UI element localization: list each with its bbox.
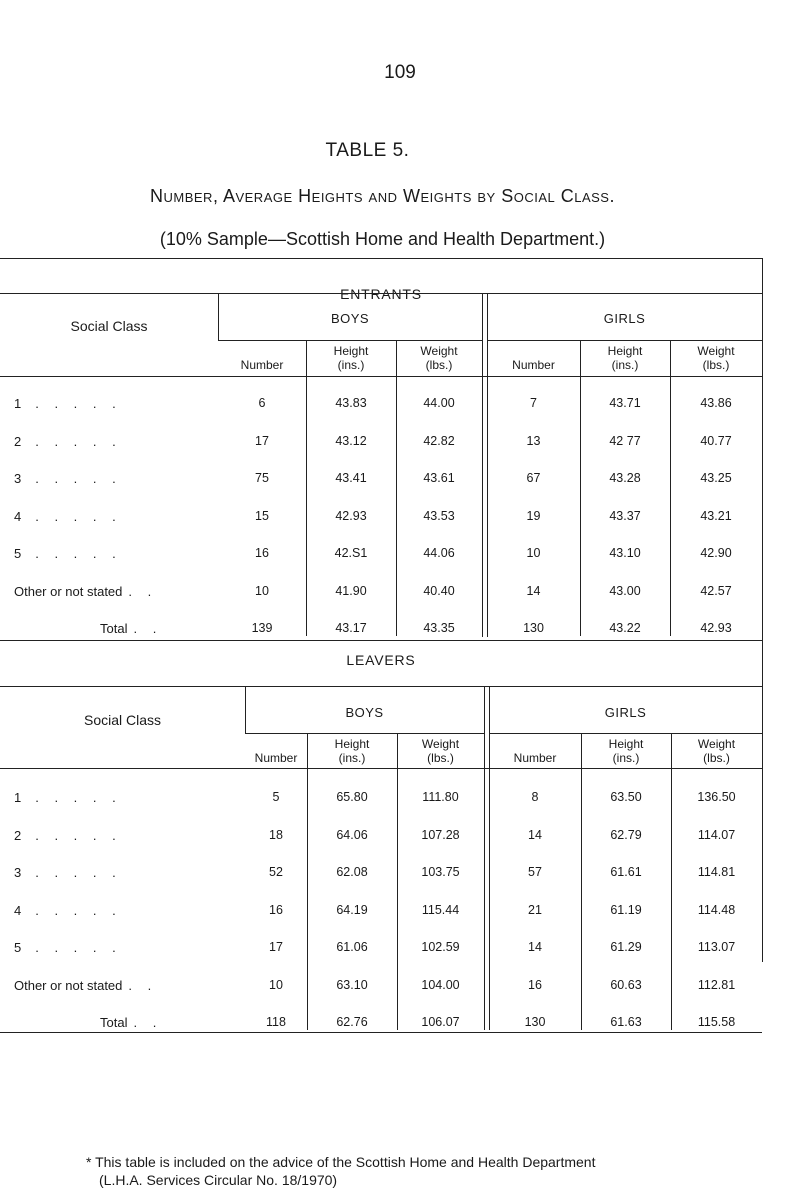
row-label: 1 . . . . . (14, 790, 122, 805)
cell-girls-weight: 136.50 (697, 790, 736, 804)
cell-girls-weight: 114.48 (697, 902, 736, 917)
cell-boys-height: 43.12 (335, 433, 367, 448)
cell-boys-number: 52 (269, 865, 283, 879)
row-label: 5 . . . . . (14, 546, 122, 561)
cell-girls-height: 61.19 (610, 902, 642, 917)
cell-girls-height: 43.22 (609, 621, 641, 635)
cell-girls-number: 10 (526, 546, 541, 560)
cell-boys-number: 6 (258, 396, 266, 410)
height-header: Height (ins.) (607, 344, 643, 372)
cell-boys-height: 41.90 (335, 583, 367, 598)
cell-girls-weight: 42.57 (700, 583, 732, 598)
table-title: TABLE 5. (325, 140, 410, 161)
row-label: Other or not stated . . (14, 583, 158, 599)
number-header: Number (513, 751, 557, 765)
row-label: 4 . . . . . (14, 902, 122, 918)
number-header: Number (240, 358, 284, 372)
table-row (0, 978, 800, 1000)
cell-girls-weight: 114.07 (697, 827, 736, 842)
cell-girls-number: 7 (530, 396, 537, 410)
cell-boys-height: 42.S1 (334, 546, 368, 560)
cell-boys-weight: 106.07 (421, 1015, 460, 1029)
cell-girls-number: 16 (528, 977, 542, 992)
row-label: Total . . (100, 621, 163, 636)
cell-girls-height: 43.28 (609, 471, 641, 485)
cell-boys-number: 18 (269, 827, 283, 842)
cell-boys-height: 62.76 (336, 1015, 368, 1029)
cell-girls-height: 62.79 (610, 827, 642, 842)
cell-boys-weight: 107.28 (421, 827, 460, 842)
cell-boys-height: 61.06 (336, 940, 368, 954)
cell-girls-number: 130 (523, 621, 544, 635)
cell-boys-number: 17 (255, 433, 269, 448)
entrants-title: ENTRANTS (340, 286, 422, 302)
rule (489, 733, 762, 734)
cell-boys-weight: 104.00 (421, 977, 460, 992)
cell-girls-number: 130 (524, 1015, 546, 1029)
weight-header: Weight (lbs.) (697, 737, 736, 765)
cell-girls-weight: 42.90 (700, 546, 732, 560)
cell-boys-weight: 40.40 (423, 583, 455, 598)
row-label: 3 . . . . . (14, 865, 122, 880)
table-row (0, 865, 800, 887)
number-header: Number (512, 358, 555, 372)
cell-boys-height: 65.80 (336, 790, 368, 804)
cell-girls-number: 21 (528, 902, 542, 917)
cell-girls-number: 13 (526, 433, 541, 448)
rule (245, 733, 484, 734)
table-row (0, 903, 800, 925)
footnote-line-2: (L.H.A. Services Circular No. 18/1970) (99, 1172, 338, 1188)
cell-boys-weight: 111.80 (422, 790, 459, 804)
cell-girls-height: 61.63 (610, 1015, 642, 1029)
cell-boys-height: 63.10 (336, 977, 368, 992)
cell-boys-weight: 43.35 (423, 621, 455, 635)
cell-girls-number: 14 (528, 940, 542, 954)
cell-girls-number: 14 (528, 827, 542, 842)
cell-boys-height: 64.19 (336, 902, 368, 917)
social-class-header: Social Class (83, 712, 162, 728)
cell-boys-number: 5 (272, 790, 280, 804)
rule (0, 686, 762, 687)
girls-header: GIRLS (603, 311, 646, 326)
row-label: Total . . (100, 1015, 163, 1030)
row-label: 1 . . . . . (14, 396, 122, 411)
cell-girls-number: 67 (526, 471, 541, 485)
cell-boys-weight: 43.61 (423, 471, 455, 485)
cell-boys-weight: 43.53 (423, 508, 455, 523)
cell-girls-weight: 115.58 (697, 1015, 736, 1029)
cell-boys-number: 10 (269, 977, 283, 992)
cell-boys-height: 62.08 (336, 865, 368, 879)
row-label: Other or not stated . . (14, 977, 158, 993)
cell-boys-number: 16 (269, 902, 283, 917)
cell-boys-height: 43.17 (335, 621, 367, 635)
cell-girls-number: 8 (531, 790, 539, 804)
footnote-line-1: * This table is included on the advice of the Scottish Home and Health Department (86, 1154, 596, 1170)
girls-header: GIRLS (604, 705, 647, 720)
cell-boys-weight: 44.00 (423, 396, 455, 410)
table-source: (10% Sample—Scottish Home and Health Department.) (159, 229, 606, 249)
cell-boys-weight: 103.75 (421, 865, 460, 879)
cell-girls-weight: 113.07 (697, 940, 736, 954)
cell-girls-weight: 43.25 (700, 471, 732, 485)
cell-girls-number: 14 (526, 583, 541, 598)
rule (0, 1032, 762, 1033)
row-label: 3 . . . . . (14, 471, 122, 486)
number-header: Number (254, 751, 298, 765)
cell-girls-height: 43.37 (609, 508, 641, 523)
table-row (0, 940, 800, 962)
cell-boys-weight: 44.06 (423, 546, 455, 560)
cell-girls-weight: 42.93 (700, 621, 732, 635)
row-label: 2 . . . . . (14, 827, 122, 843)
cell-boys-number: 75 (255, 471, 269, 485)
cell-girls-height: 61.29 (610, 940, 642, 954)
cell-girls-height: 42 77 (609, 433, 641, 448)
cell-boys-number: 139 (251, 621, 273, 635)
cell-boys-number: 17 (269, 940, 283, 954)
height-header: Height (ins.) (333, 344, 369, 372)
rule (0, 768, 762, 769)
table-row (0, 1015, 800, 1037)
cell-boys-number: 118 (266, 1015, 286, 1029)
cell-boys-weight: 102.59 (421, 940, 460, 954)
table-subtitle: Number, Average Heights and Weights by Social Class. (150, 186, 615, 206)
table-row (0, 828, 800, 850)
cell-boys-number: 10 (255, 583, 269, 598)
cell-boys-number: 15 (255, 508, 269, 523)
cell-girls-height: 43.00 (609, 583, 641, 598)
cell-girls-height: 61.61 (610, 865, 642, 879)
cell-girls-weight: 40.77 (700, 433, 732, 448)
height-header: Height (ins.) (334, 737, 370, 765)
cell-boys-number: 16 (255, 546, 269, 560)
rule (0, 640, 762, 641)
cell-boys-height: 64.06 (336, 827, 368, 842)
cell-boys-height: 43.41 (335, 471, 367, 485)
height-header: Height (ins.) (608, 737, 644, 765)
leavers-title: LEAVERS (346, 652, 416, 668)
cell-girls-height: 63.50 (610, 790, 642, 804)
page-number: 109 (384, 62, 416, 83)
cell-girls-height: 60.63 (610, 977, 642, 992)
cell-boys-weight: 42.82 (423, 433, 455, 448)
cell-girls-height: 43.71 (609, 396, 641, 410)
cell-girls-number: 57 (528, 865, 542, 879)
boys-header: BOYS (330, 311, 370, 326)
row-label: 2 . . . . . (14, 433, 122, 449)
cell-girls-weight: 43.21 (700, 508, 732, 523)
boys-header: BOYS (345, 705, 384, 720)
row-label: 5 . . . . . (14, 940, 122, 955)
row-label: 4 . . . . . (14, 508, 122, 524)
table-row (0, 790, 800, 812)
cell-girls-number: 19 (526, 508, 541, 523)
social-class-header: Social Class (70, 318, 148, 334)
cell-boys-weight: 115.44 (421, 902, 460, 917)
cell-girls-weight: 114.81 (697, 865, 736, 879)
cell-girls-height: 43.10 (609, 546, 641, 560)
cell-boys-height: 43.83 (335, 396, 367, 410)
cell-girls-weight: 43.86 (700, 396, 732, 410)
weight-header: Weight (lbs.) (420, 344, 458, 372)
cell-boys-height: 42.93 (335, 508, 367, 523)
weight-header: Weight (lbs.) (697, 344, 735, 372)
weight-header: Weight (lbs.) (421, 737, 460, 765)
footnote (86, 1153, 596, 1189)
cell-girls-weight: 112.81 (697, 977, 736, 992)
